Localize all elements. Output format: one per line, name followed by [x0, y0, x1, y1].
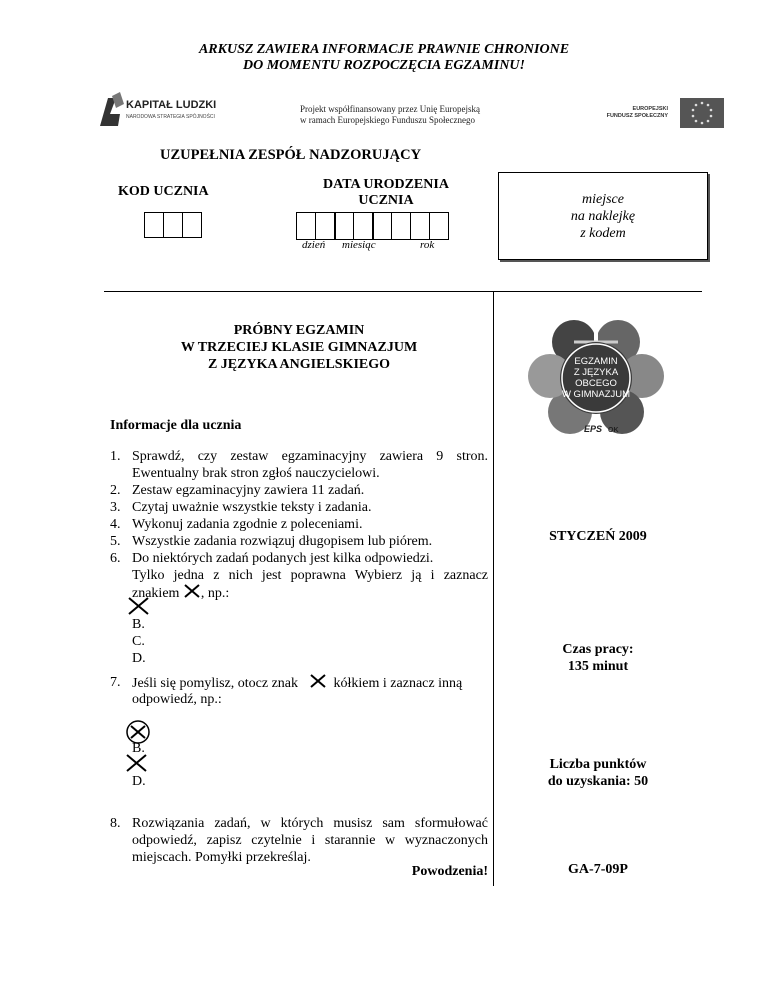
info-item-number: 1. [110, 449, 121, 464]
info-item-5 [110, 533, 488, 550]
student-info-title: Informacje dla ucznia [110, 418, 242, 433]
example-option: C. [132, 634, 145, 649]
birth-date-label-line-2: UCZNIA [358, 193, 414, 208]
time-label: Czas pracy: [562, 642, 634, 657]
protected-info-banner [0, 42, 768, 74]
info-item-number: 7. [110, 675, 121, 690]
ue-line-2: FUNDUSZ SPOŁECZNY [606, 113, 668, 119]
cross-mark-icon [126, 596, 152, 616]
kapital-ludzki-logo [98, 92, 238, 128]
sticker-line-3: z kodem [580, 225, 626, 241]
info-item-8 [110, 815, 488, 866]
birth-date-boxes [296, 212, 449, 240]
info-item-text: Tylko jedna z nich jest poprawna Wybierz ją i zaznacz [132, 568, 488, 583]
info-item-text-wrap [132, 674, 462, 692]
student-code-boxes [144, 212, 202, 238]
exam-logo-brand-1: EPS [584, 424, 603, 434]
kapital-sub: NARODOWA STRATEGIA SPÓJNOŚCI [126, 114, 215, 120]
info-item-text: Wszystkie zadania rozwiązuj długopisem lub piórem. [132, 534, 433, 549]
cross-mark-icon [183, 584, 201, 598]
birth-year-box[interactable] [410, 212, 430, 240]
exam-date: STYCZEŃ 2009 [549, 529, 647, 544]
exam-logo-line-2: Z JĘZYKA [573, 367, 619, 378]
exam-logo-brand-2: OK [608, 427, 619, 434]
good-luck: Powodzenia! [411, 864, 488, 879]
birth-day-box[interactable] [296, 212, 316, 240]
info-item-number: 6. [110, 551, 121, 566]
info-item-3 [110, 499, 488, 516]
supervisor-section-title: UZUPEŁNIA ZESPÓŁ NADZORUJĄCY [160, 147, 422, 163]
banner-line-2: DO MOMENTU ROZPOCZĘCIA EGZAMINU! [243, 58, 525, 73]
info-item-1 [110, 448, 488, 482]
cross-mark-icon [308, 674, 328, 688]
project-line-1: Projekt współfinansowany przez Unię Europejską [300, 104, 480, 114]
sticker-line-2: na naklejkę [570, 208, 636, 224]
kapital-title: KAPITAŁ LUDZKI [126, 99, 217, 111]
exam-title [104, 322, 494, 373]
info-item-text: Sprawdź, czy zestaw egzaminacyjny zawiera 9 stron. [132, 449, 488, 464]
project-funding-note [300, 104, 520, 126]
info-item-6 [110, 550, 488, 601]
birth-month-box[interactable] [334, 212, 354, 240]
info-item-4 [110, 516, 488, 533]
eu-flag-icon [680, 98, 724, 128]
time-value: 135 minut [567, 659, 629, 674]
info-item-text: miejscach. Pomyłki przekreślaj. [132, 850, 311, 865]
info-item-text: Jeśli się pomylisz, otocz znak [132, 676, 299, 691]
birth-year-box[interactable] [372, 212, 392, 240]
birth-date-label-line-1: DATA URODZENIA [323, 177, 449, 192]
info-item-number: 2. [110, 483, 121, 498]
exam-logo-line-3: OBCEGO [575, 378, 617, 389]
year-label: rok [420, 239, 435, 251]
example-2-option-b: B. [132, 741, 145, 756]
code-sticker-area [498, 172, 708, 260]
project-line-2: w ramach Europejskiego Funduszu Społecznego [300, 115, 475, 125]
example-option: D. [132, 651, 146, 666]
info-item-text: odpowiedź, np.: [132, 692, 222, 707]
example-option: B. [132, 617, 145, 632]
exam-title-line-3: Z JĘZYKA ANGIELSKIEGO [207, 357, 391, 372]
points-label: Liczba punktów [549, 757, 647, 772]
info-item-text: kółkiem i zaznacz inną [333, 676, 463, 691]
kapital-ludzki-emblem-icon [98, 92, 238, 128]
time-info [498, 641, 698, 675]
student-code-box[interactable] [163, 212, 183, 238]
exam-code: GA-7-09P [568, 862, 628, 877]
info-item-text: odpowiedź, zapisz czytelnie i starannie w wyznaczonych [132, 833, 488, 848]
student-code-label: KOD UCZNIA [118, 184, 209, 199]
birth-date-label [296, 177, 476, 209]
example-2-option-d: D. [132, 774, 146, 789]
exam-logo-line-1: EGZAMIN [574, 356, 618, 367]
vertical-divider [493, 291, 494, 886]
cross-mark-icon [124, 753, 150, 773]
info-item-2 [110, 482, 488, 499]
student-code-box[interactable] [182, 212, 202, 238]
points-info [498, 756, 698, 790]
exam-title-line-1: PRÓBNY EGZAMIN [233, 323, 365, 338]
info-item-text: znakiem [132, 586, 180, 601]
birth-year-box[interactable] [429, 212, 449, 240]
month-label: miesiąc [342, 239, 376, 251]
birth-month-box[interactable] [353, 212, 373, 240]
info-item-text: Ewentualny brak stron zgłoś nauczycielowi. [132, 466, 380, 481]
exam-title-line-2: W TRZECIEJ KLASIE GIMNAZJUM [180, 340, 418, 355]
info-item-text: Czytaj uważnie wszystkie teksty i zadania. [132, 500, 372, 515]
foreign-language-exam-logo [512, 320, 682, 438]
info-item-7 [110, 674, 488, 708]
day-label: dzień [302, 239, 326, 251]
birth-year-box[interactable] [391, 212, 411, 240]
info-item-text: Wykonuj zadania zgodnie z poleceniami. [132, 517, 363, 532]
sticker-line-1: miejsce [582, 191, 624, 207]
horizontal-divider [104, 291, 702, 292]
banner-line-1: ARKUSZ ZAWIERA INFORMACJE PRAWNIE CHRONIONE [198, 42, 570, 57]
student-code-box[interactable] [144, 212, 164, 238]
points-value: do uzyskania: 50 [547, 774, 649, 789]
info-item-text: , np.: [200, 586, 230, 601]
exam-logo-line-4: W GIMNAZJUM [561, 389, 631, 400]
info-item-number: 4. [110, 517, 121, 532]
eu-social-fund-logo [606, 98, 740, 128]
info-item-text: Rozwiązania zadań, w których musisz sam sformułować [132, 816, 488, 831]
ue-line-1: EUROPEJSKI [632, 106, 668, 112]
info-item-number: 5. [110, 534, 121, 549]
info-item-number: 3. [110, 500, 121, 515]
info-item-number: 8. [110, 816, 121, 831]
birth-day-box[interactable] [315, 212, 335, 240]
info-item-text: Zestaw egzaminacyjny zawiera 11 zadań. [132, 483, 365, 498]
example-1-options [132, 616, 146, 667]
info-item-text: Do niektórych zadań podanych jest kilka odpowiedzi. [132, 551, 434, 566]
